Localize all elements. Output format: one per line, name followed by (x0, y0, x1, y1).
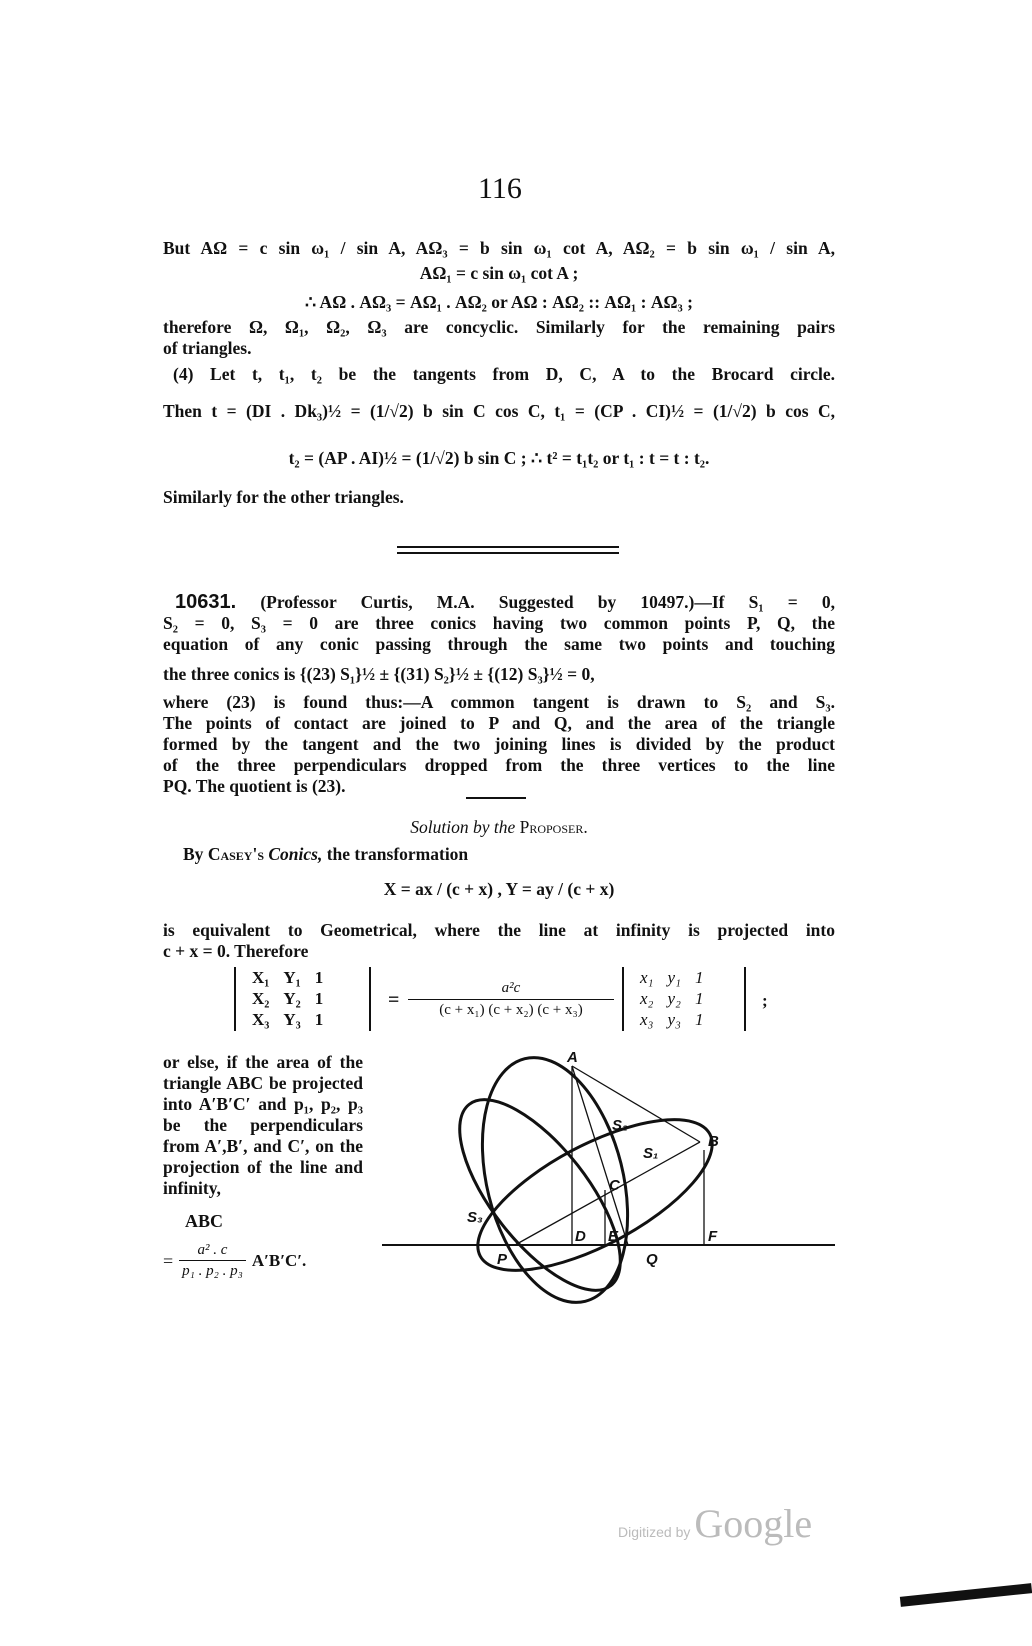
text: By (183, 844, 204, 864)
label-f: F (708, 1228, 718, 1245)
heading-author: Proposer. (519, 817, 588, 837)
text-line: Similarly for the other triangles. (163, 487, 404, 507)
text-line: (4) Let t, t₁, t₂ be the tangents from D, C, A to the Brocard circle. (173, 364, 835, 384)
text-line: PQ. The quotient is (23). (163, 776, 346, 796)
text-line: c + x = 0. Therefore (163, 941, 309, 961)
heading-italic: Solution by the (410, 817, 516, 837)
text: the transformation (326, 844, 469, 864)
line-ab (572, 1066, 700, 1142)
text-line: S₂ = 0, S₃ = 0 are three conics having two common points P, Q, the (163, 613, 835, 633)
author: Casey's (207, 844, 264, 864)
page-number: 116 (478, 172, 522, 205)
label-d: D (575, 1228, 586, 1245)
denominator: (c + x₁) (c + x₂) (c + x₃) (408, 999, 614, 1021)
semicolon: ; (762, 991, 768, 1010)
text-line: of triangles. (163, 338, 252, 358)
label-p: P (497, 1251, 508, 1268)
result-text: A′B′C′. (251, 1250, 307, 1270)
watermark-small: Digitized by (618, 1524, 691, 1540)
label-s3: S₃ (467, 1209, 483, 1226)
label-e: E (608, 1228, 619, 1245)
text-line: formed by the tangent and the two joining lines is divided by the product (163, 734, 835, 754)
label-c: C (609, 1177, 620, 1194)
denominator: p₁ . p₂ . p₃ (179, 1260, 246, 1281)
conic-s1 (457, 1090, 734, 1300)
equation-line: X = ax / (c + x) , Y = ay / (c + x) (383, 879, 615, 899)
equation-line: Then t = (DI . Dk₃)½ = (1/√2) b sin C cos C, t₁ = (CP . CI)½ = (1/√2) b cos C, (163, 401, 835, 421)
side-text: or else, if the area of the triangle ABC be projected into A′B′C′ and p₁, p₂, p₃ be the perpendiculars from A′,B′, and C′, on the projection of the line and infinity, (163, 1052, 363, 1198)
text-line: therefore Ω, Ω₁, Ω₂, Ω₃ are concyclic. Similarly for the remaining pairs (163, 317, 835, 337)
equation-line: t₂ = (AP . AI)½ = (1/√2) b sin C ; ∴ t² = t₁t₂ or t₁ : t = t : t₂. (288, 448, 710, 468)
text-line: The points of contact are joined to P and Q, and the area of the triangle (163, 713, 835, 733)
label-q: Q (646, 1251, 658, 1268)
text-line: But AΩ = c sin ω₁ / sin A, AΩ₃ = b sin ω₁ cot A, AΩ₂ = b sin ω₁ / sin A, (163, 238, 835, 258)
determinant-left: X₁ Y₁ 1 X₂ Y₂ 1 X₃ Y₃ 1 (252, 968, 324, 1029)
conic-s3 (431, 1075, 648, 1315)
text-line: is equivalent to Geometrical, where the line at infinity is projected into (163, 920, 835, 940)
text-line: of the three perpendiculars dropped from the three vertices to the line (163, 755, 835, 775)
equation-line: the three conics is {(23) S₁}½ ± {(31) S₂}½ ± {(12) S₃}½ = 0, (163, 664, 595, 684)
numerator: a²c (501, 980, 521, 996)
label-s2: S₂ (612, 1117, 628, 1134)
result-equation: = $\frac{\text{a² . c}}{\text{p₁ . p₂ . p₃}}$ A′B′C′. (163, 1242, 307, 1279)
equals-sign: = (388, 989, 400, 1011)
text-line: where (23) is found thus:—A common tangent is drawn to S₂ and S₃. (163, 692, 835, 712)
abc-label: ABC (185, 1211, 224, 1231)
label-s1: S₁ (643, 1145, 659, 1162)
text-line: AΩ₁ = c sin ω₁ cot A ; (419, 263, 579, 283)
text-line: equation of any conic passing through the same two points and touching (163, 634, 835, 654)
label-a: A (567, 1049, 578, 1066)
label-b: B (708, 1133, 719, 1150)
determinant-right: x₁ y₁ 1 x₂ y₂ 1 x₃ y₃ 1 (640, 968, 704, 1029)
text-line: ∴ AΩ . AΩ₃ = AΩ₁ . AΩ₂ or AΩ : AΩ₂ :: AΩ₁ : AΩ₃ ; (305, 292, 693, 312)
google-watermark (618, 1500, 812, 1547)
watermark-logo: Google (694, 1501, 813, 1546)
book-title: Conics, (268, 844, 323, 864)
numerator: a² . c (197, 1242, 228, 1258)
text-line: (Professor Curtis, M.A. Suggested by 10497.)—If S₁ = 0, (260, 592, 835, 612)
problem-number: 10631. (175, 591, 237, 613)
